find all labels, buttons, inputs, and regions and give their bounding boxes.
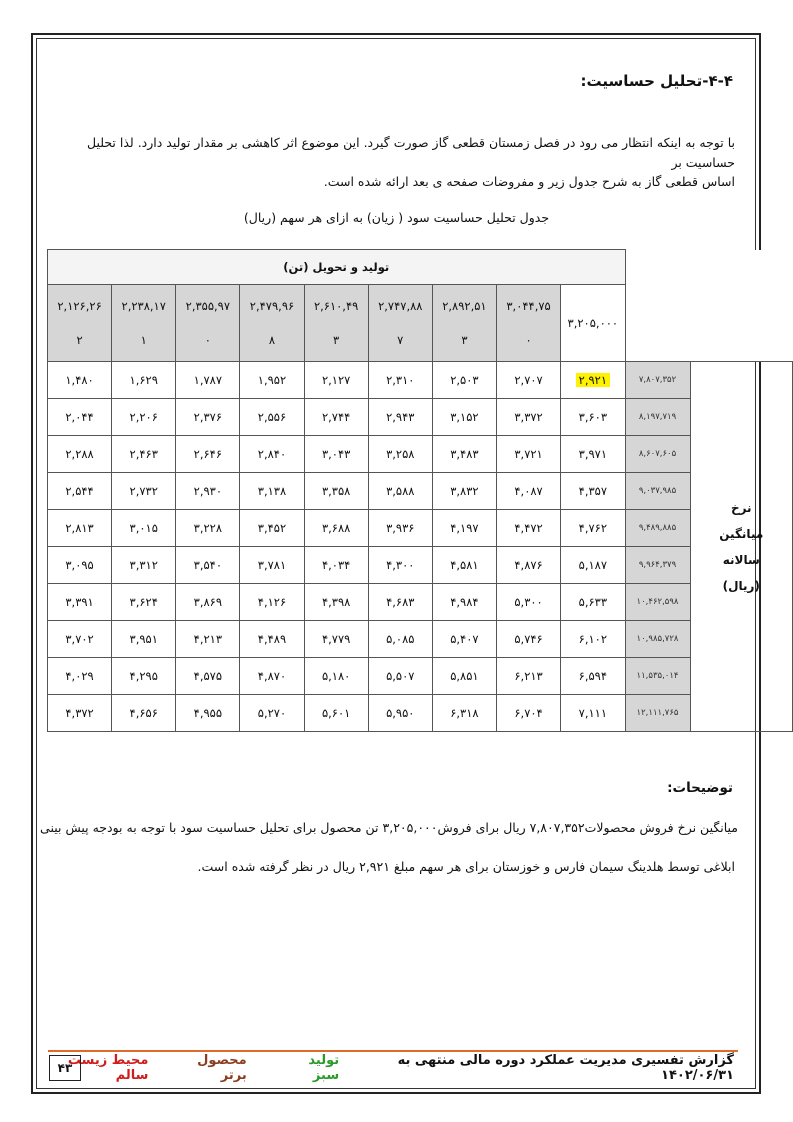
table-cell: ۵,۱۸۰ [304, 658, 368, 695]
footer-divider [48, 1050, 738, 1052]
table-row [48, 584, 793, 621]
table-cell: ۴,۵۸۱ [432, 547, 496, 584]
table-cell: ۴,۴۸۹ [240, 621, 304, 658]
table-cell: ۳,۰۱۵ [112, 510, 176, 547]
production-header-cell: ۲,۷۴۷,۸۸ ۷ [368, 285, 432, 362]
table-cell: ۴,۰۸۷ [496, 473, 560, 510]
table-cell: ۳,۲۵۸ [368, 436, 432, 473]
table-cell: ۳,۷۸۱ [240, 547, 304, 584]
table-cell: ۲,۹۳۰ [176, 473, 240, 510]
rate-side-label [690, 362, 792, 732]
table-cell: ۳,۷۲۱ [496, 436, 560, 473]
table-cell: ۲,۶۴۶ [176, 436, 240, 473]
table-cell: ۲,۳۷۶ [176, 399, 240, 436]
table-cell: ۳,۶۰۳ [561, 399, 625, 436]
table-cell: ۴,۳۷۲ [48, 695, 112, 732]
table-cell: ۴,۳۵۷ [561, 473, 625, 510]
notes-line-1: میانگین نرخ فروش محصولات۷,۸۰۷,۳۵۲ ریال برای فروش۳,۲۰۵,۰۰۰ تن محصول برای تحلیل حساسیت سود با توجه به بودجه پیش بینی [40, 820, 738, 835]
side-label-line: (ریال) [722, 578, 760, 593]
table-cell: ۶,۲۱۳ [496, 658, 560, 695]
table-cell: ۱,۷۸۷ [176, 362, 240, 399]
table-cell: ۳,۹۳۶ [368, 510, 432, 547]
table-cell: ۴,۰۲۹ [48, 658, 112, 695]
rate-cell: ۸,۱۹۷,۷۱۹ [625, 399, 690, 436]
table-cell: ۶,۵۹۴ [561, 658, 625, 695]
table-cell: ۵,۳۰۰ [496, 584, 560, 621]
table-cell: ۲,۸۴۰ [240, 436, 304, 473]
table-cell: ۳,۶۸۸ [304, 510, 368, 547]
production-header-cell: ۳,۰۴۴,۷۵ ۰ [496, 285, 560, 362]
table-row [48, 436, 793, 473]
footer-tag-healthy-environment: محیط زیست سالم [67, 1053, 149, 1083]
page-number: ۴۳ [49, 1055, 81, 1081]
table-row [48, 399, 793, 436]
footer [48, 1055, 738, 1081]
table-cell: ۳,۹۷۱ [561, 436, 625, 473]
table-cell: ۴,۸۷۰ [240, 658, 304, 695]
table-cell: ۳,۳۵۸ [304, 473, 368, 510]
table-cell: ۴,۷۶۲ [561, 510, 625, 547]
table-cell: ۶,۷۰۴ [496, 695, 560, 732]
table-row [48, 362, 793, 399]
side-label-line: نرخ [730, 500, 752, 515]
table-cell: ۳,۳۷۲ [496, 399, 560, 436]
table-cell: ۵,۴۰۷ [432, 621, 496, 658]
rate-cell: ۱۰,۹۸۵,۷۲۸ [625, 621, 690, 658]
rate-cell: ۹,۹۶۴,۳۷۹ [625, 547, 690, 584]
rate-cell: ۹,۰۳۷,۹۸۵ [625, 473, 690, 510]
table-cell: ۵,۱۸۷ [561, 547, 625, 584]
table-cell: ۴,۷۷۹ [304, 621, 368, 658]
rate-cell: ۱۲,۱۱۱,۷۶۵ [625, 695, 690, 732]
table-cell: ۴,۰۳۴ [304, 547, 368, 584]
table-cell: ۲,۱۲۷ [304, 362, 368, 399]
table-cell: ۱,۹۵۲ [240, 362, 304, 399]
table-cell: ۵,۵۰۷ [368, 658, 432, 695]
rate-cell: ۷,۸۰۷,۳۵۲ [625, 362, 690, 399]
production-header-cell: ۲,۴۷۹,۹۶ ۸ [240, 285, 304, 362]
footer-tag-top-product: محصول برتر [197, 1053, 247, 1083]
side-label-line: میانگین [719, 526, 764, 541]
table-row [48, 658, 793, 695]
production-header-cell: ۲,۳۵۵,۹۷ ۰ [176, 285, 240, 362]
table-cell [561, 362, 625, 399]
table-cell: ۲,۵۵۶ [240, 399, 304, 436]
table-cell: ۲,۸۱۳ [48, 510, 112, 547]
table-cell: ۳,۸۶۹ [176, 584, 240, 621]
footer-tag-green-production: تولید سبز [308, 1053, 340, 1083]
table-cell: ۲,۹۴۳ [368, 399, 432, 436]
notes-title: توضیحات: [667, 780, 733, 796]
table-cell: ۳,۵۴۰ [176, 547, 240, 584]
table-cell: ۲,۳۱۰ [368, 362, 432, 399]
table-cell: ۳,۱۵۲ [432, 399, 496, 436]
table-cell: ۳,۰۴۳ [304, 436, 368, 473]
rate-cell: ۱۱,۵۳۵,۰۱۴ [625, 658, 690, 695]
production-header-row [48, 285, 793, 362]
table-row [48, 547, 793, 584]
table-cell: ۴,۴۷۲ [496, 510, 560, 547]
production-header-cell: ۲,۸۹۲,۵۱ ۳ [432, 285, 496, 362]
table-cell: ۴,۸۷۶ [496, 547, 560, 584]
table-cell: ۲,۷۰۷ [496, 362, 560, 399]
rate-cell: ۸,۶۰۷,۶۰۵ [625, 436, 690, 473]
table-row [48, 473, 793, 510]
production-header-cell: ۲,۱۲۶,۲۶ ۲ [48, 285, 112, 362]
production-header-cell: ۳,۲۰۵,۰۰۰ [561, 285, 625, 362]
table-cell: ۲,۲۰۶ [112, 399, 176, 436]
table-cell: ۲,۴۶۳ [112, 436, 176, 473]
table-cell: ۴,۲۱۳ [176, 621, 240, 658]
table-cell: ۳,۲۲۸ [176, 510, 240, 547]
production-header-cell: ۲,۶۱۰,۴۹ ۳ [304, 285, 368, 362]
table-cell: ۵,۰۸۵ [368, 621, 432, 658]
table-cell: ۷,۱۱۱ [561, 695, 625, 732]
table-cell: ۳,۵۸۸ [368, 473, 432, 510]
table-cell: ۴,۱۹۷ [432, 510, 496, 547]
section-heading: ۴-۴-تحلیل حساسیت: [580, 72, 733, 90]
production-header-title: تولید و تحویل (تن) [48, 250, 626, 285]
rate-cell: ۱۰,۴۶۲,۵۹۸ [625, 584, 690, 621]
table-cell: ۵,۷۴۶ [496, 621, 560, 658]
table-cell: ۴,۳۰۰ [368, 547, 432, 584]
table-cell: ۲,۵۴۴ [48, 473, 112, 510]
sensitivity-table [47, 249, 793, 732]
table-cell: ۴,۱۲۶ [240, 584, 304, 621]
highlighted-base-value: ۲,۹۲۱ [576, 373, 610, 387]
table-cell: ۲,۵۰۳ [432, 362, 496, 399]
table-cell: ۶,۱۰۲ [561, 621, 625, 658]
table-cell: ۴,۵۷۵ [176, 658, 240, 695]
table-cell: ۵,۹۵۰ [368, 695, 432, 732]
table-cell: ۴,۹۵۵ [176, 695, 240, 732]
table-cell: ۴,۶۵۶ [112, 695, 176, 732]
notes-line-2: ابلاغی توسط هلدینگ سیمان فارس و خوزستان برای هر سهم مبلغ ۲,۹۲۱ ریال در نظر گرفته شده است. [197, 859, 735, 874]
rate-cell: ۹,۴۸۹,۸۸۵ [625, 510, 690, 547]
table-cell: ۴,۳۹۸ [304, 584, 368, 621]
intro-line-2: اساس قطعی گاز به شرح جدول زیر و مفروضات صفحه ی بعد ارائه شده است. [323, 174, 735, 189]
table-cell: ۳,۴۵۲ [240, 510, 304, 547]
footer-title: گزارش تفسیری مدیریت عملکرد دوره مالی منتهی به ۱۴۰۲/۰۶/۳۱ [397, 1053, 734, 1083]
table-cell: ۳,۴۸۳ [432, 436, 496, 473]
side-label-line: سالانه [722, 552, 760, 567]
table-cell: ۵,۶۳۳ [561, 584, 625, 621]
table-cell: ۵,۸۵۱ [432, 658, 496, 695]
table-cell: ۲,۰۴۴ [48, 399, 112, 436]
table-cell: ۳,۱۳۸ [240, 473, 304, 510]
table-cell: ۲,۷۳۲ [112, 473, 176, 510]
intro-line-1: با توجه به اینکه انتظار می رود در فصل زمستان قطعی گاز صورت گیرد. این موضوع اثر کاهشی بر مقدار تولید دارد. لذا تحلیل حساسیت بر [86, 135, 735, 170]
table-cell: ۵,۲۷۰ [240, 695, 304, 732]
table-cell: ۳,۳۹۱ [48, 584, 112, 621]
table-cell: ۳,۸۳۲ [432, 473, 496, 510]
table-cell: ۳,۰۹۵ [48, 547, 112, 584]
table-cell: ۴,۶۸۳ [368, 584, 432, 621]
table-cell: ۶,۳۱۸ [432, 695, 496, 732]
table-cell: ۲,۷۴۴ [304, 399, 368, 436]
production-header-cell: ۲,۲۳۸,۱۷ ۱ [112, 285, 176, 362]
table-row [48, 510, 793, 547]
table-cell: ۱,۶۲۹ [112, 362, 176, 399]
table-cell: ۴,۲۹۵ [112, 658, 176, 695]
table-cell: ۳,۶۲۴ [112, 584, 176, 621]
table-row [48, 621, 793, 658]
table-cell: ۲,۲۸۸ [48, 436, 112, 473]
table-cell: ۳,۷۰۲ [48, 621, 112, 658]
table-cell: ۵,۶۰۱ [304, 695, 368, 732]
table-cell: ۴,۹۸۴ [432, 584, 496, 621]
table-cell: ۳,۳۱۲ [112, 547, 176, 584]
table-cell: ۱,۴۸۰ [48, 362, 112, 399]
table-cell: ۳,۹۵۱ [112, 621, 176, 658]
table-caption: جدول تحلیل حساسیت سود ( زیان) به ازای هر سهم (ریال) [243, 210, 550, 225]
table-row [48, 695, 793, 732]
